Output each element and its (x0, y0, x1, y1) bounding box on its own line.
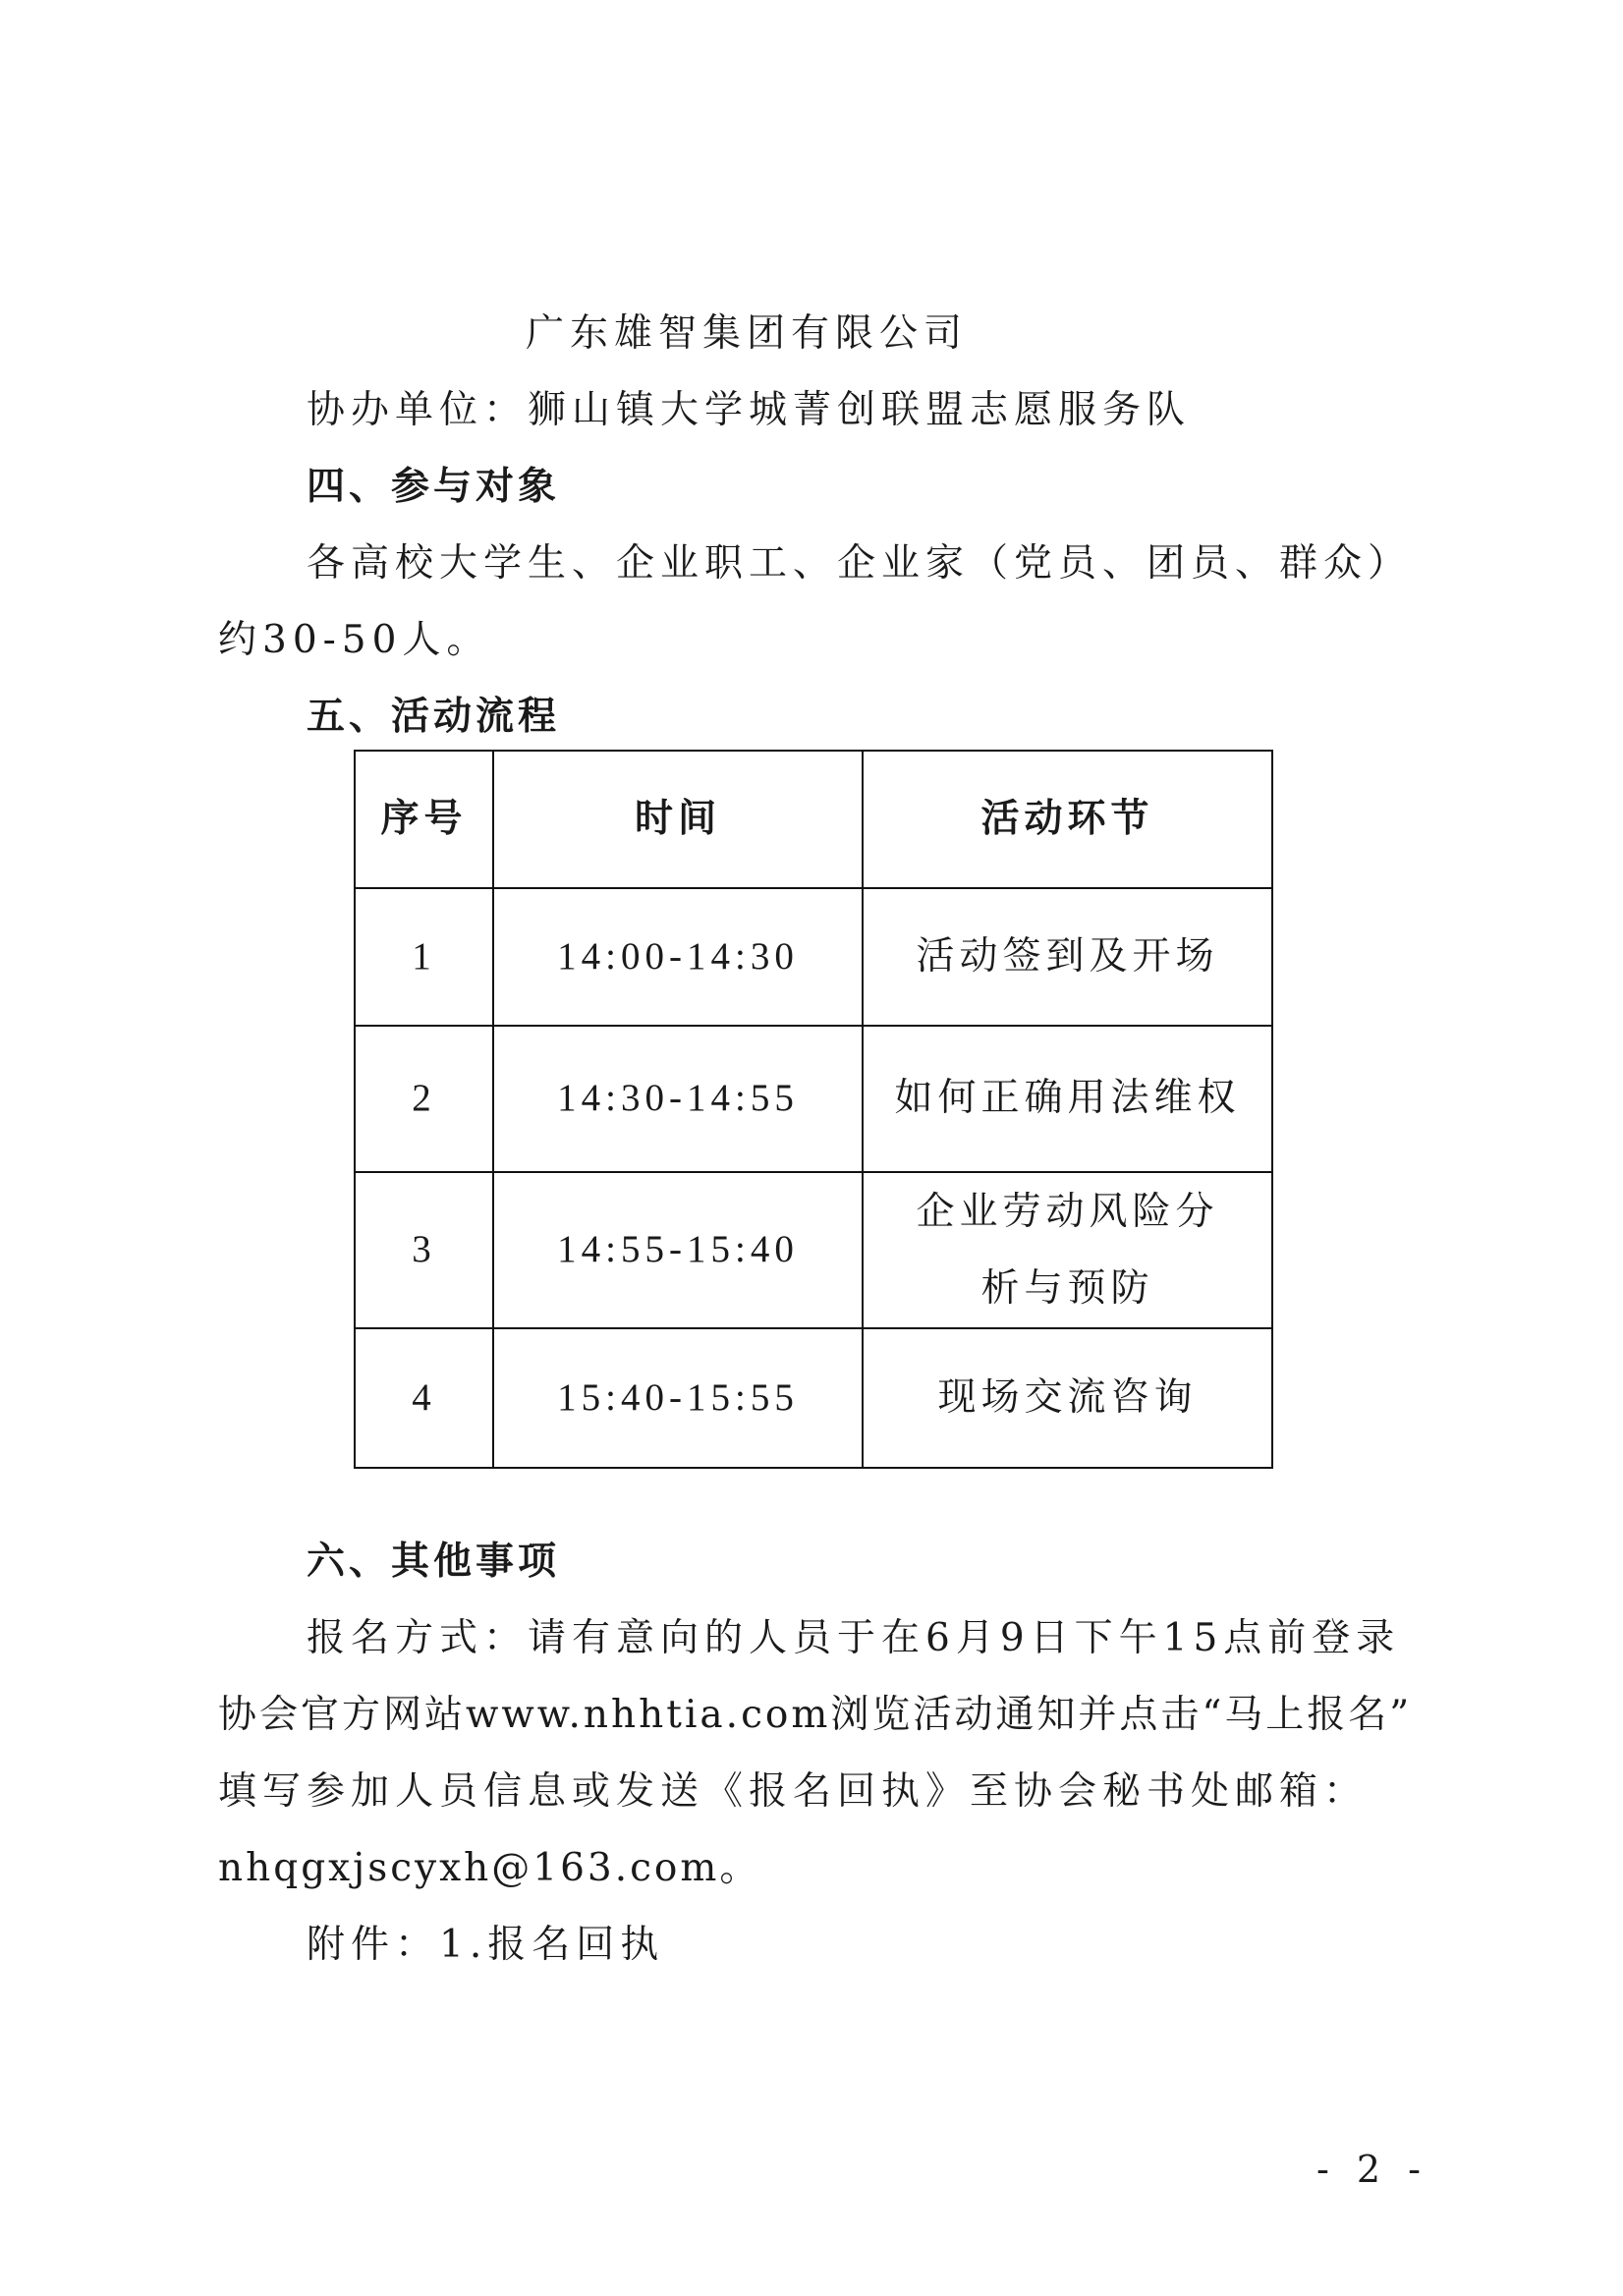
header-no: 序号 (355, 751, 493, 888)
table-row (355, 1026, 1272, 1172)
row-item: 活动签到及开场 (863, 888, 1272, 1026)
row-item: 如何正确用法维权 (863, 1026, 1272, 1172)
page-number: - 2 - (1316, 2148, 1429, 2191)
section-6-title: 六、其他事项 (307, 1540, 561, 1584)
row-no: 2 (355, 1026, 493, 1172)
section-4-title: 四、参与对象 (307, 465, 561, 509)
attachment-line: 附件：1.报名回执 (307, 1923, 665, 1967)
section-4-text-line1: 各高校大学生、企业职工、企业家（党员、团员、群众） (307, 541, 1413, 586)
schedule-table (354, 750, 1273, 1469)
table-row (355, 1328, 1272, 1468)
row-no: 4 (355, 1328, 493, 1468)
row-time: 14:30-14:55 (493, 1026, 863, 1172)
row-no: 3 (355, 1172, 493, 1328)
section-6-text-line2: 协会官方网站www.nhhtia.com浏览活动通知并点击“马上报名” (218, 1693, 1413, 1737)
organizer-line: 广东雄智集团有限公司 (526, 311, 969, 356)
row-item: 企业劳动风险分析与预防 (863, 1172, 1272, 1328)
row-item: 现场交流咨询 (863, 1328, 1272, 1468)
table-row (355, 1172, 1272, 1328)
section-6-text-line1: 报名方式：请有意向的人员于在6月9日下午15点前登录 (307, 1616, 1401, 1660)
section-4-text-line2: 约30-50人。 (218, 618, 491, 662)
row-no: 1 (355, 888, 493, 1026)
co-organizer-line: 协办单位：狮山镇大学城菁创联盟志愿服务队 (307, 388, 1192, 432)
section-6-text-line3: 填写参加人员信息或发送《报名回执》至协会秘书处邮箱： (218, 1769, 1369, 1814)
table-row (355, 888, 1272, 1026)
header-time: 时间 (493, 751, 863, 888)
row-time: 15:40-15:55 (493, 1328, 863, 1468)
row-time: 14:00-14:30 (493, 888, 863, 1026)
section-5-title: 五、活动流程 (307, 695, 561, 739)
row-time: 14:55-15:40 (493, 1172, 863, 1328)
table-header-row (355, 751, 1272, 888)
email-address-line: nhqgxjscyxh@163.com。 (218, 1846, 761, 1890)
header-item: 活动环节 (863, 751, 1272, 888)
